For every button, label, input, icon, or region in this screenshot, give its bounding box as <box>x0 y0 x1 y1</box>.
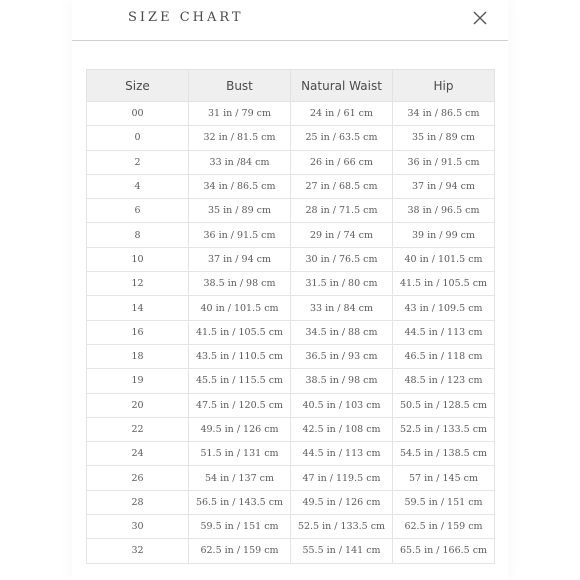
cell-bust: 43.5 in / 110.5 cm <box>189 344 291 368</box>
cell-hip: 54.5 in / 138.5 cm <box>393 442 495 466</box>
cell-hip: 50.5 in / 128.5 cm <box>393 393 495 417</box>
cell-size: 32 <box>87 539 189 563</box>
table-row <box>87 417 495 441</box>
cell-hip: 41.5 in / 105.5 cm <box>393 272 495 296</box>
cell-hip: 43 in / 109.5 cm <box>393 296 495 320</box>
table-row <box>87 320 495 344</box>
cell-natural-waist: 34.5 in / 88 cm <box>291 320 393 344</box>
size-chart-table <box>86 69 495 564</box>
cell-bust: 45.5 in / 115.5 cm <box>189 369 291 393</box>
table-row <box>87 393 495 417</box>
table-row <box>87 466 495 490</box>
modal-title: SIZE CHART <box>128 10 244 25</box>
cell-bust: 36 in / 91.5 cm <box>189 223 291 247</box>
cell-size: 22 <box>87 417 189 441</box>
table-row <box>87 247 495 271</box>
cell-size: 4 <box>87 174 189 198</box>
table-row <box>87 515 495 539</box>
cell-size: 12 <box>87 272 189 296</box>
cell-bust: 56.5 in / 143.5 cm <box>189 490 291 514</box>
cell-hip: 37 in / 94 cm <box>393 174 495 198</box>
cell-natural-waist: 31.5 in / 80 cm <box>291 272 393 296</box>
cell-natural-waist: 26 in / 66 cm <box>291 150 393 174</box>
cell-hip: 35 in / 89 cm <box>393 126 495 150</box>
cell-size: 28 <box>87 490 189 514</box>
cell-natural-waist: 30 in / 76.5 cm <box>291 247 393 271</box>
close-button[interactable] <box>470 8 490 28</box>
cell-size: 24 <box>87 442 189 466</box>
cell-natural-waist: 36.5 in / 93 cm <box>291 344 393 368</box>
cell-size: 6 <box>87 199 189 223</box>
cell-natural-waist: 52.5 in / 133.5 cm <box>291 515 393 539</box>
cell-natural-waist: 44.5 in / 113 cm <box>291 442 393 466</box>
cell-natural-waist: 28 in / 71.5 cm <box>291 199 393 223</box>
cell-size: 18 <box>87 344 189 368</box>
cell-bust: 35 in / 89 cm <box>189 199 291 223</box>
cell-bust: 32 in / 81.5 cm <box>189 126 291 150</box>
table-row <box>87 199 495 223</box>
cell-size: 20 <box>87 393 189 417</box>
cell-bust: 40 in / 101.5 cm <box>189 296 291 320</box>
table-row <box>87 344 495 368</box>
close-icon <box>470 8 490 28</box>
cell-size: 14 <box>87 296 189 320</box>
cell-hip: 62.5 in / 159 cm <box>393 515 495 539</box>
cell-hip: 39 in / 99 cm <box>393 223 495 247</box>
column-header-size: Size <box>87 70 189 102</box>
cell-hip: 65.5 in / 166.5 cm <box>393 539 495 563</box>
cell-hip: 46.5 in / 118 cm <box>393 344 495 368</box>
cell-natural-waist: 29 in / 74 cm <box>291 223 393 247</box>
cell-hip: 57 in / 145 cm <box>393 466 495 490</box>
cell-bust: 47.5 in / 120.5 cm <box>189 393 291 417</box>
cell-bust: 59.5 in / 151 cm <box>189 515 291 539</box>
cell-hip: 40 in / 101.5 cm <box>393 247 495 271</box>
cell-size: 16 <box>87 320 189 344</box>
cell-bust: 41.5 in / 105.5 cm <box>189 320 291 344</box>
cell-bust: 37 in / 94 cm <box>189 247 291 271</box>
cell-size: 19 <box>87 369 189 393</box>
table-row <box>87 296 495 320</box>
cell-hip: 36 in / 91.5 cm <box>393 150 495 174</box>
cell-natural-waist: 40.5 in / 103 cm <box>291 393 393 417</box>
cell-bust: 38.5 in / 98 cm <box>189 272 291 296</box>
cell-bust: 34 in / 86.5 cm <box>189 174 291 198</box>
table-header-row <box>87 70 495 102</box>
cell-natural-waist: 49.5 in / 126 cm <box>291 490 393 514</box>
table-row <box>87 272 495 296</box>
cell-hip: 52.5 in / 133.5 cm <box>393 417 495 441</box>
cell-hip: 48.5 in / 123 cm <box>393 369 495 393</box>
cell-bust: 54 in / 137 cm <box>189 466 291 490</box>
cell-hip: 38 in / 96.5 cm <box>393 199 495 223</box>
cell-bust: 51.5 in / 131 cm <box>189 442 291 466</box>
table-row <box>87 102 495 126</box>
cell-natural-waist: 25 in / 63.5 cm <box>291 126 393 150</box>
table-row <box>87 174 495 198</box>
table-row <box>87 150 495 174</box>
cell-size: 8 <box>87 223 189 247</box>
cell-bust: 49.5 in / 126 cm <box>189 417 291 441</box>
header-divider <box>72 40 508 41</box>
table-row <box>87 223 495 247</box>
table-body <box>87 102 495 564</box>
cell-natural-waist: 33 in / 84 cm <box>291 296 393 320</box>
column-header-natural-waist: Natural Waist <box>291 70 393 102</box>
column-header-hip: Hip <box>393 70 495 102</box>
table-row <box>87 539 495 563</box>
cell-size: 26 <box>87 466 189 490</box>
cell-natural-waist: 27 in / 68.5 cm <box>291 174 393 198</box>
cell-bust: 31 in / 79 cm <box>189 102 291 126</box>
cell-natural-waist: 55.5 in / 141 cm <box>291 539 393 563</box>
column-header-bust: Bust <box>189 70 291 102</box>
cell-bust: 33 in /84 cm <box>189 150 291 174</box>
cell-bust: 62.5 in / 159 cm <box>189 539 291 563</box>
cell-natural-waist: 24 in / 61 cm <box>291 102 393 126</box>
cell-hip: 34 in / 86.5 cm <box>393 102 495 126</box>
table-row <box>87 126 495 150</box>
cell-natural-waist: 42.5 in / 108 cm <box>291 417 393 441</box>
table-row <box>87 369 495 393</box>
cell-size: 30 <box>87 515 189 539</box>
cell-size: 10 <box>87 247 189 271</box>
cell-size: 00 <box>87 102 189 126</box>
table-row <box>87 442 495 466</box>
cell-size: 0 <box>87 126 189 150</box>
cell-size: 2 <box>87 150 189 174</box>
cell-natural-waist: 38.5 in / 98 cm <box>291 369 393 393</box>
table-row <box>87 490 495 514</box>
cell-natural-waist: 47 in / 119.5 cm <box>291 466 393 490</box>
cell-hip: 44.5 in / 113 cm <box>393 320 495 344</box>
cell-hip: 59.5 in / 151 cm <box>393 490 495 514</box>
